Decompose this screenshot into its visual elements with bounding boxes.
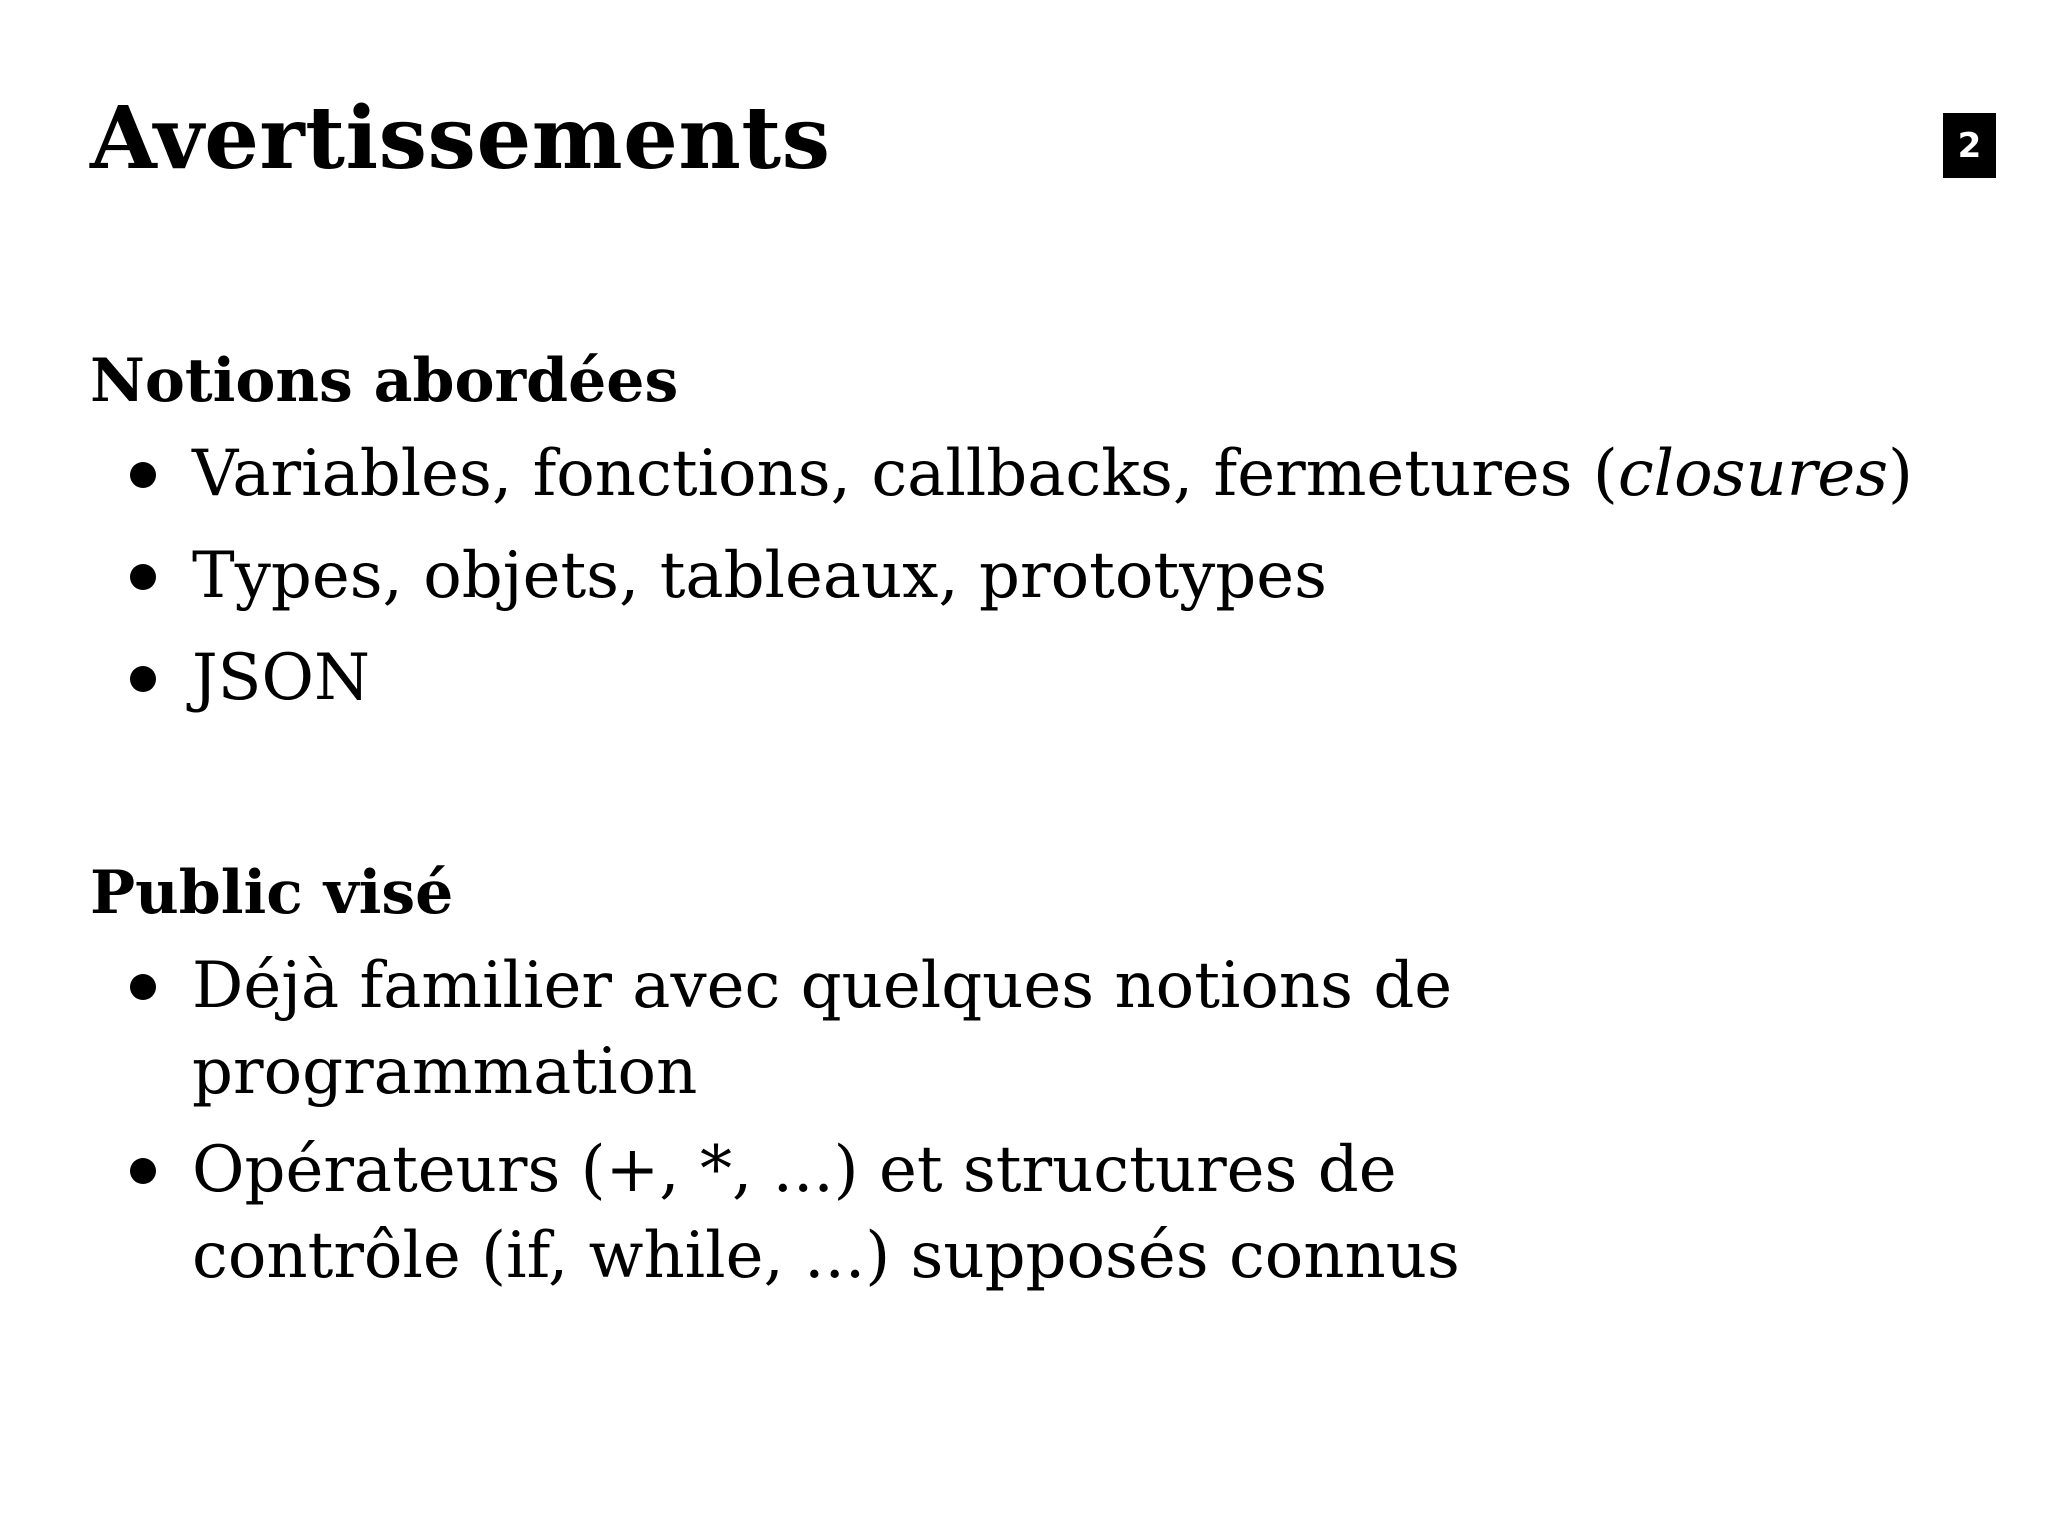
list-item bbox=[90, 431, 1913, 517]
bullet-icon bbox=[130, 666, 156, 692]
bullet-list-notions bbox=[90, 431, 1913, 721]
list-item bbox=[90, 635, 1913, 721]
list-item bbox=[90, 533, 1913, 619]
list-item-text: Opérateurs (+, *, ...) et structures de contrôle (if, while, ...) supposés connus bbox=[192, 1133, 1460, 1293]
list-item-suffix: ) bbox=[1888, 437, 1913, 511]
list-item-text: Variables, fonctions, callbacks, fermetures ( bbox=[192, 437, 1618, 511]
section-public bbox=[90, 857, 1652, 1311]
section-notions bbox=[90, 345, 1913, 737]
bullet-icon bbox=[130, 462, 156, 488]
list-item bbox=[90, 943, 1652, 1115]
bullet-list-public bbox=[90, 943, 1652, 1299]
bullet-icon bbox=[130, 974, 156, 1000]
section-heading-public: Public visé bbox=[90, 858, 454, 928]
list-item-text: Déjà familier avec quelques notions de programmation bbox=[192, 949, 1453, 1109]
bullet-icon bbox=[130, 564, 156, 590]
list-item bbox=[90, 1127, 1652, 1299]
slide-title: Avertissements bbox=[90, 88, 831, 189]
list-item-italic: closures bbox=[1617, 437, 1889, 511]
list-item-text: Types, objets, tableaux, prototypes bbox=[192, 539, 1327, 613]
list-item-text: JSON bbox=[192, 641, 370, 715]
page-number-badge: 2 bbox=[1943, 113, 1996, 178]
bullet-icon bbox=[130, 1158, 156, 1184]
section-heading-notions: Notions abordées bbox=[90, 346, 679, 416]
